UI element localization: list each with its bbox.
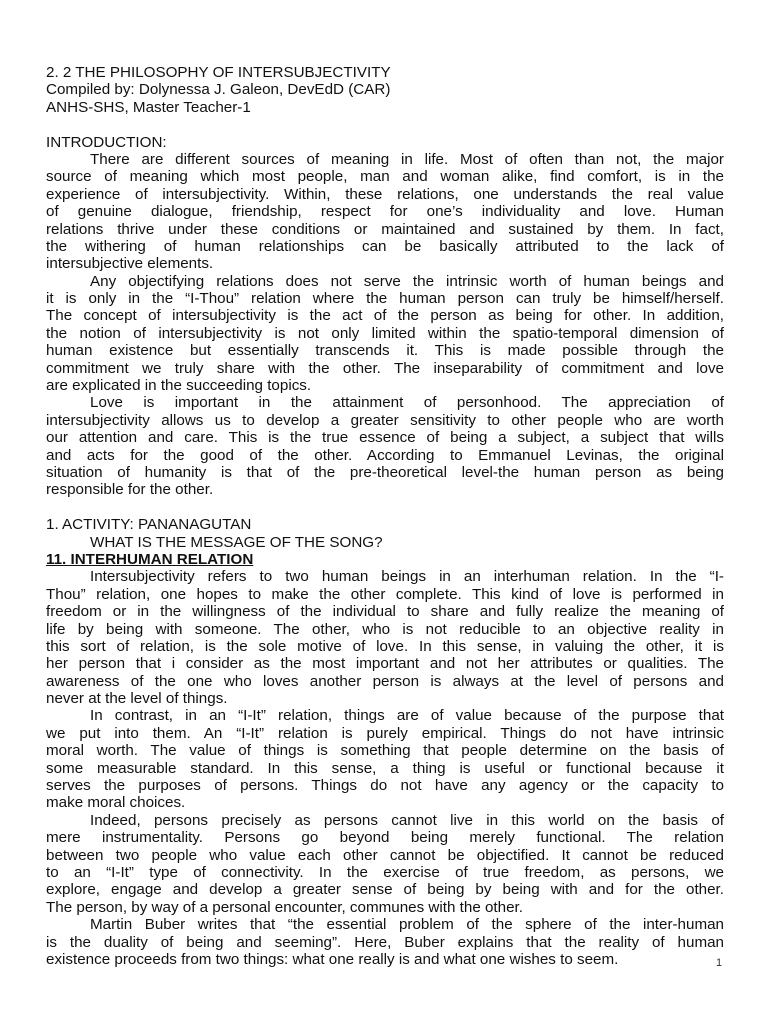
paragraph-line: relations thrive under these conditions or maintained and sustained by them. In fact, xyxy=(46,220,724,238)
paragraph-line: it is only in the “I-Thou” relation where the human person can truly be himself/herself. xyxy=(46,290,724,308)
paragraph-line: intersubjectivity allows us to develop a greater sensitivity to other people who are worth xyxy=(46,411,724,429)
paragraph-line: awareness of the one who loves another person is always at the level of persons and xyxy=(46,672,724,690)
paragraph-line: human existence but essentially transcends it. This is made possible through the xyxy=(46,342,724,360)
paragraph-line: Love is important in the attainment of personhood. The appreciation of xyxy=(90,394,724,412)
paragraph-line: the withering of human relationships can be basically attributed to the lack of xyxy=(46,237,724,255)
compiled-by: Compiled by: Dolynessa J. Galeon, DevEdD (CAR) xyxy=(46,81,391,99)
document-title: 2. 2 THE PHILOSOPHY OF INTERSUBJECTIVITY xyxy=(46,64,391,81)
page-number: 1 xyxy=(716,957,723,969)
paragraph-line: Thou” relation, one hopes to make the other complete. This kind of love is performed in xyxy=(46,585,724,603)
paragraph-line: her person that i consider as the most important and not her attributes or qualities. The xyxy=(46,655,724,673)
paragraph-line: the notion of intersubjectivity is not only limited within the spatio-temporal dimension of xyxy=(46,324,724,342)
paragraph-line: In contrast, in an “I-It” relation, things are of value because of the purpose that xyxy=(90,707,724,725)
introduction-body xyxy=(46,151,724,499)
paragraph-line: intersubjective elements. xyxy=(46,255,214,273)
paragraph-line: and acts for the good of the other. According to Emmanuel Levinas, the original xyxy=(46,446,724,464)
introduction-heading: INTRODUCTION: xyxy=(46,133,167,151)
paragraph-line: some measurable standard. In this sense, a thing is useful or functional because it xyxy=(46,759,724,777)
paragraph-line: Martin Buber writes that “the essential problem of the sphere of the inter-human xyxy=(90,916,724,934)
paragraph-line: of genuine dialogue, friendship, respect for one’s individuality and love. Human xyxy=(46,203,724,221)
activity-question: WHAT IS THE MESSAGE OF THE SONG? xyxy=(90,533,383,551)
paragraph-line: Indeed, persons precisely as persons cannot live in this world on the basis of xyxy=(90,811,724,829)
paragraph-line: responsible for the other. xyxy=(46,481,214,499)
paragraph-line: explore, engage and develop a greater sense of being by being with and for the other. xyxy=(46,881,724,899)
paragraph-line: moral worth. The value of things is something that people determine on the basis of xyxy=(46,742,724,760)
paragraph-line: to an “I-It” type of connectivity. In the exercise of true freedom, as persons, we xyxy=(46,863,724,881)
paragraph-line: The person, by way of a personal encounter, communes with the other. xyxy=(46,898,523,916)
paragraph-line: our attention and care. This is the true essence of being a subject, a subject that wills xyxy=(46,429,724,447)
paragraph-line: situation of humanity is that of the pre-theoretical level-the human person as being xyxy=(46,463,724,481)
paragraph-line: is the duality of being and seeming”. Here, Buber explains that the reality of human xyxy=(46,933,724,951)
paragraph-line: this sort of relation, is the sole motive of love. In this sense, in valuing the other, it is xyxy=(46,637,724,655)
paragraph-line: commitment we truly share with the other. The inseparability of commitment and love xyxy=(46,359,724,377)
spacer xyxy=(46,499,724,516)
paragraph-line: we put into them. An “I-It” relation is purely empirical. Things do not have intrinsic xyxy=(46,724,724,742)
paragraph-line: serves the purposes of persons. Things do not have any agency or the capacity to xyxy=(46,777,724,795)
paragraph-line: existence proceeds from two things: what one really is and what one wishes to seem. xyxy=(46,950,619,968)
paragraph-line: experience of intersubjectivity. Within, these relations, one understands the real value xyxy=(46,185,724,203)
activity-label: 1. ACTIVITY: PANANAGUTAN xyxy=(46,516,252,534)
section-body xyxy=(46,568,724,968)
paragraph-line: are explicated in the succeeding topics. xyxy=(46,377,312,395)
author-position: ANHS-SHS, Master Teacher-1 xyxy=(46,98,251,116)
paragraph-line: life by being with someone. The other, who is not reducible to an objective reality in xyxy=(46,620,724,638)
paragraph-line: between two people who value each other cannot be objectified. It cannot be reduced xyxy=(46,846,724,864)
paragraph-line: never at the level of things. xyxy=(46,690,228,708)
section-heading: 11. INTERHUMAN RELATION xyxy=(46,550,254,568)
paragraph-line: Intersubjectivity refers to two human beings in an interhuman relation. In the “I- xyxy=(90,568,724,586)
spacer xyxy=(46,116,724,133)
paragraph-line: freedom or in the willingness of the individual to share and fully realize the meaning of xyxy=(46,603,724,621)
paragraph-line: source of meaning which most people, man and woman alike, find comfort, is in the xyxy=(46,168,724,186)
paragraph-line: There are different sources of meaning in life. Most of often than not, the major xyxy=(90,150,724,168)
paragraph-line: Any objectifying relations does not serve the intrinsic worth of human beings and xyxy=(90,272,724,290)
document-page xyxy=(46,64,724,968)
paragraph-line: make moral choices. xyxy=(46,794,186,812)
paragraph-line: The concept of intersubjectivity is the act of the person as being for other. In addition, xyxy=(46,307,724,325)
paragraph-line: mere instrumentality. Persons go beyond being merely functional. The relation xyxy=(46,829,724,847)
